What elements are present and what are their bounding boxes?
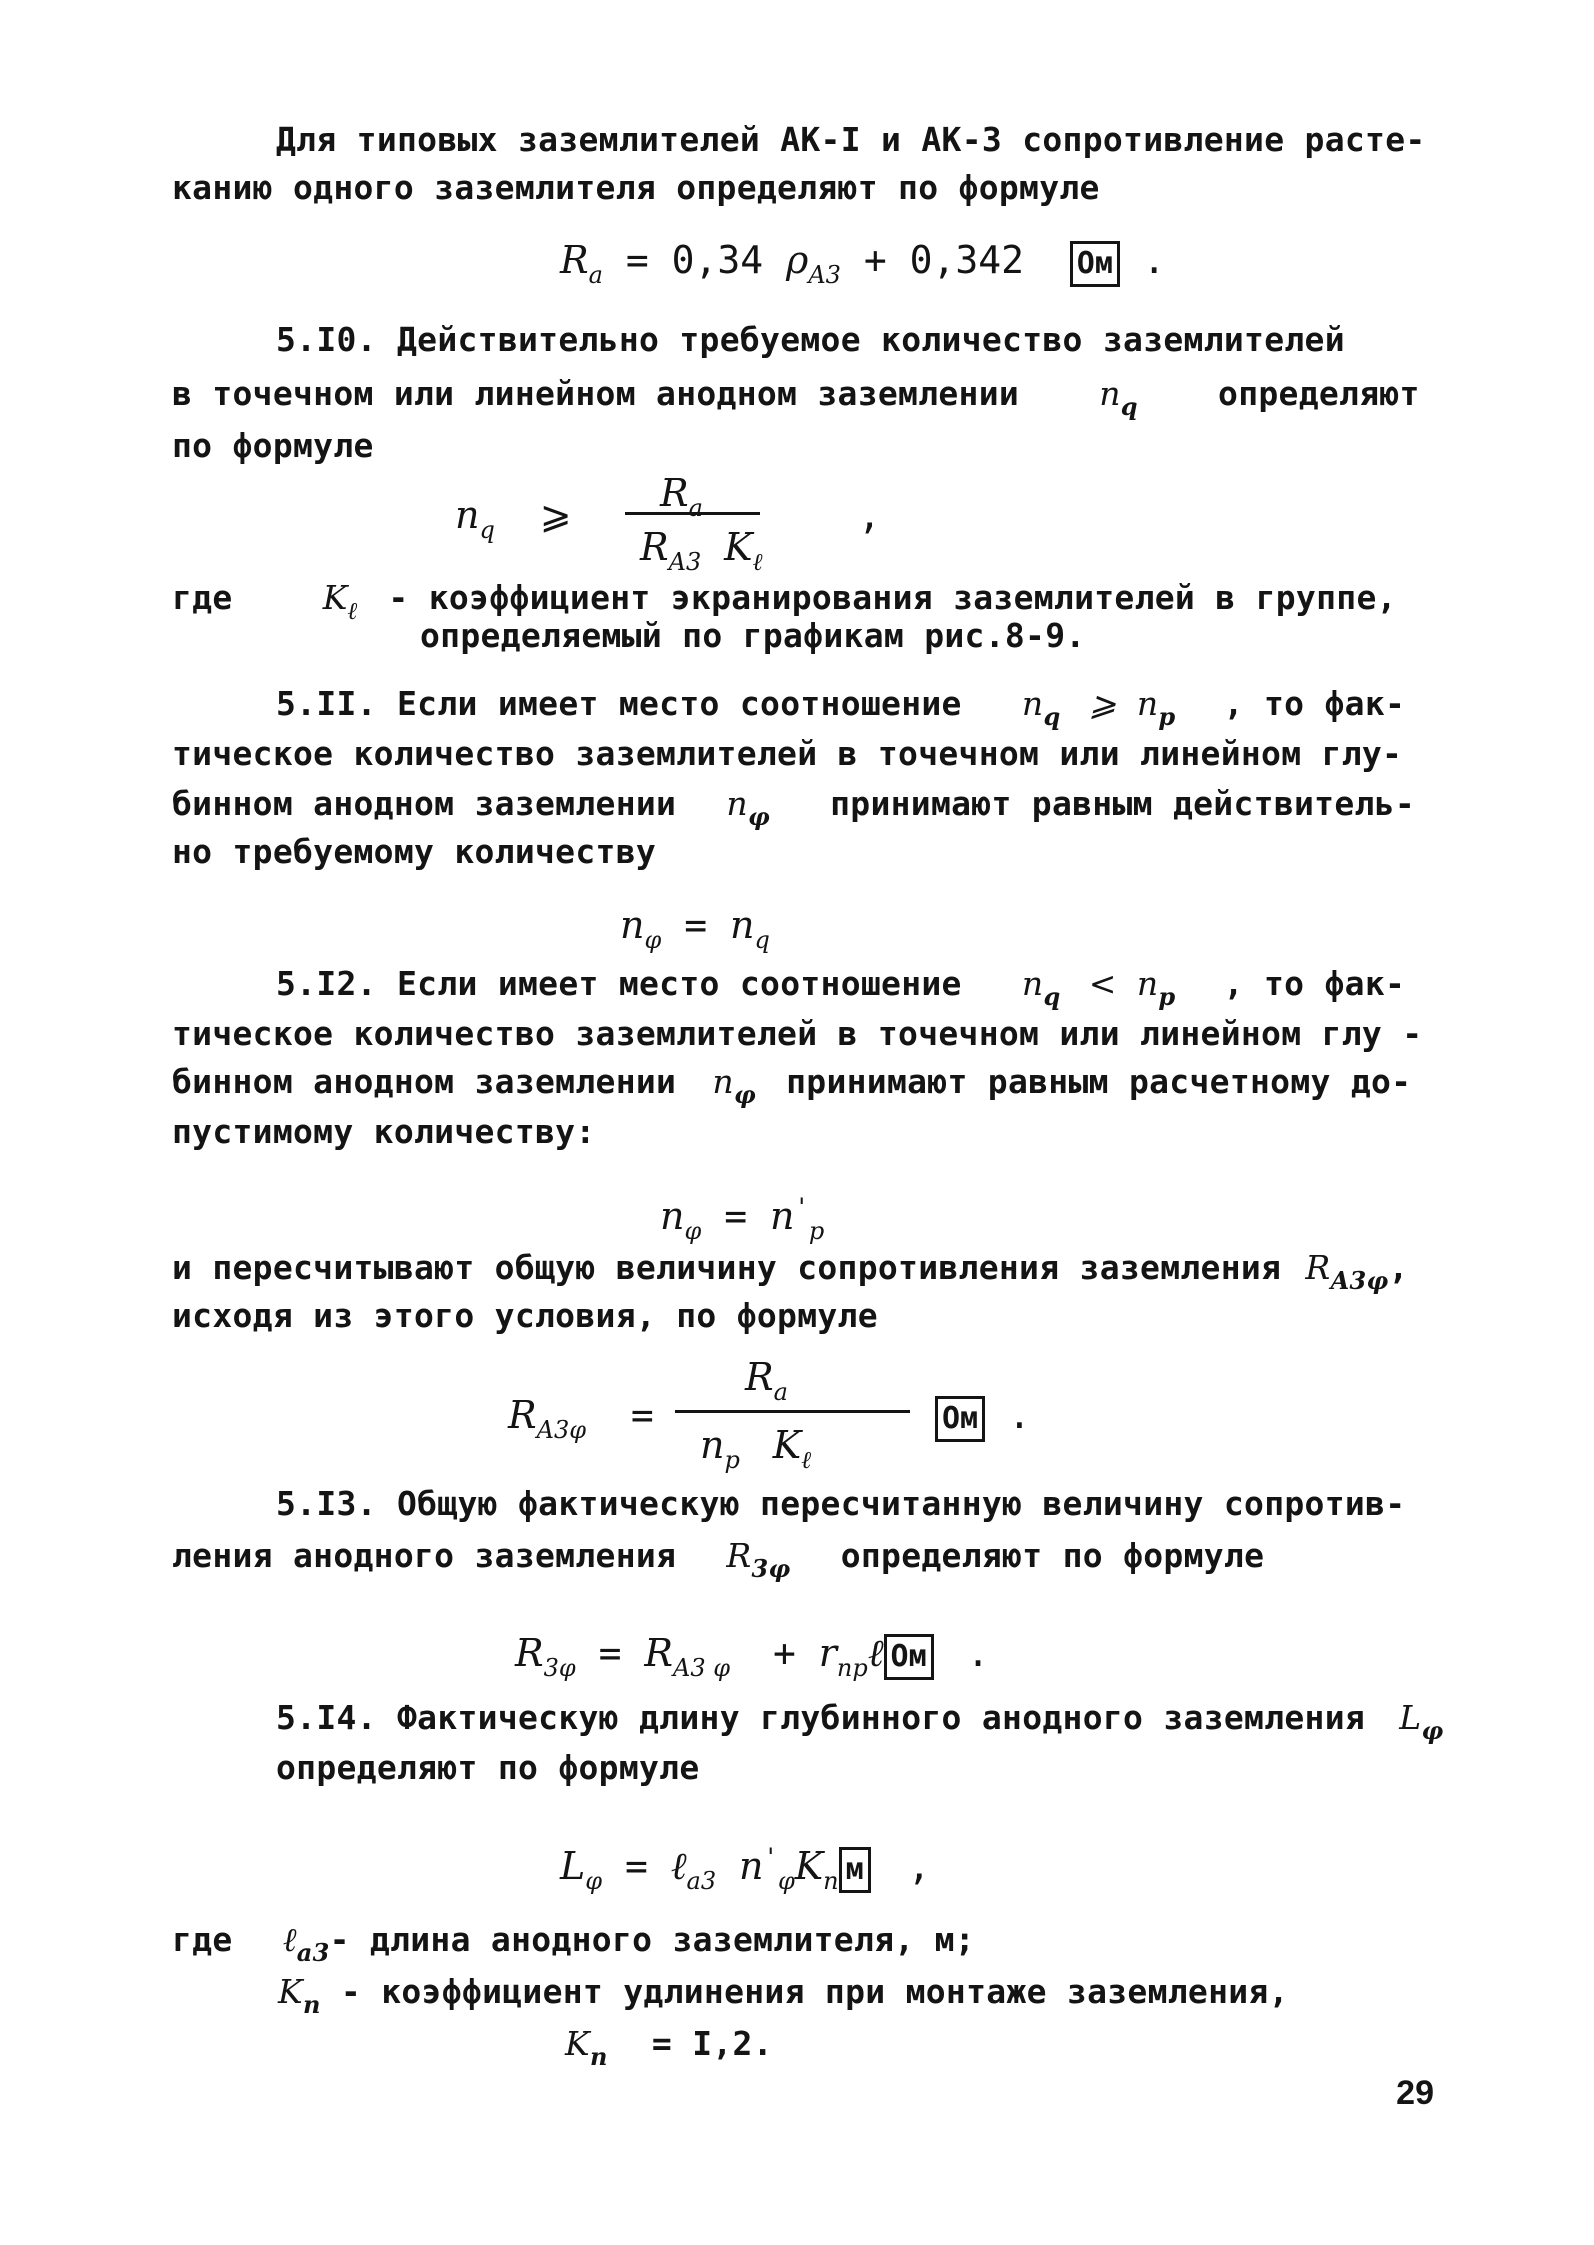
where2-line-3 [565,2022,773,2079]
inline-symbol: R [726,1536,752,1575]
inline-symbol: n [712,1062,734,1101]
inline-relation: ⩾ [1088,684,1117,723]
formula-text: + 0,342 [863,238,1024,282]
formula-prime: ' [794,1193,809,1221]
formula-text: = [598,1631,622,1675]
p510-text: определяют [1218,374,1420,413]
formula-nq-end [858,490,881,540]
formula-subscript: ℓ [752,548,763,576]
formula-text: . [966,1631,990,1675]
page-number: 29 [1396,2074,1434,2112]
formula-symbol: n [769,1194,795,1238]
formula-ra3phi-denominator [700,1420,811,1485]
formula-symbol: R [644,1631,673,1675]
inline-symbol: K [565,2024,590,2063]
formula-subscript: а3 [686,1867,717,1895]
p512-text: 5.I2. Если имеет место соотношение [276,964,962,1003]
where2-line-2 [278,1970,1289,2027]
p512-line-3 [172,1060,1411,1117]
p513-line-1: 5.I3. Общую фактическую пересчитанную величину сопротив- [276,1484,1406,1523]
formula-subscript: φ [585,1867,603,1895]
formula-subscript: a [688,494,703,522]
formula-text: = [630,1393,654,1437]
p513-line-2 [172,1534,1264,1591]
formula-subscript: A3 [668,548,702,576]
formula-text: = 0,34 [625,238,764,282]
formula-symbol: R [560,238,589,282]
p511-text: 5.II. Если имеет место соотношение [276,684,962,723]
p514-line-2: определяют по формуле [276,1748,700,1787]
formula-symbol: n [739,1844,764,1888]
formula-ra3phi-unit [935,1390,1031,1442]
inline-symbol: K [278,1972,303,2011]
p512-text: принимают равным расчетному до- [786,1062,1412,1101]
inline-subscript: q [1120,392,1138,421]
formula-nq-lhs [455,490,572,555]
p512-text: бинном анодном заземлении [172,1062,677,1101]
formula-symbol: n [729,903,755,947]
formula-text: . [1008,1393,1031,1437]
inline-subscript: q [1043,982,1061,1011]
formula-subscript: ℓ [801,1446,812,1474]
formula-subscript: A3 φ [673,1654,731,1682]
formula-ra3phi-lhs [508,1390,654,1455]
p510-line-1: 5.I0. Действительно требуемое количество заземлителей [276,320,1345,359]
inline-symbol: n [1021,684,1044,723]
formula-text: = [724,1194,748,1238]
where-label: где [172,578,233,617]
inline-subscript: ℓ [347,596,359,625]
inline-subscript: q [1043,702,1061,731]
inline-symbol: R [1305,1248,1331,1287]
formula-subscript: a [773,1378,788,1406]
where1-line-2: определяемый по графикам рис.8-9. [420,616,1086,655]
formula-symbol: R [640,525,669,569]
formula-symbol: L [560,1844,586,1888]
formula-subscript: a [588,261,603,289]
formula-subscript: q [479,516,495,544]
unit-bracket: Ом [1070,241,1120,287]
p511-line-4: но требуемому количеству [172,832,657,871]
formula-symbol: n [455,493,480,537]
intro-line-2: канию одного заземлителя определяют по формуле [172,168,1100,207]
formula-subscript: 3φ [543,1654,576,1682]
formula-symbol: n [660,1194,685,1238]
formula-symbol: n [620,903,645,947]
inline-symbol: n [1136,964,1159,1003]
formula-text: . [1142,238,1166,282]
formula-text: , [907,1844,931,1888]
inline-subscript: а3 [296,1938,330,1967]
recalc-line-2: исходя из этого условия, по формуле [172,1296,878,1335]
inline-subscript: φ [747,802,770,831]
formula-symbol: ρ [786,238,809,282]
p511-text: , то фак- [1223,684,1406,723]
formula-subscript: p [724,1446,740,1474]
inline-symbol: ℓ [282,1920,297,1959]
formula-symbol: ℓ [670,1844,687,1888]
formula-subscript: q [754,926,770,954]
formula-symbol: n [700,1423,725,1467]
inline-subscript: p [1158,982,1176,1011]
where2-text: = I,2. [651,2024,773,2063]
p510-line-2 [172,372,1420,429]
p511-text: бинном анодном заземлении [172,784,677,823]
inline-subscript: φ [733,1080,756,1109]
where-label: где [172,1920,233,1959]
inline-subscript: п [589,2042,608,2071]
where2-text: - длина анодного заземлителя, м; [329,1920,975,1959]
p511-line-1 [276,682,1405,739]
formula-text: , [858,493,881,537]
formula-text: + [772,1631,796,1675]
where2-line-1 [172,1918,975,1975]
formula-subscript: пр [836,1654,868,1682]
where2-text: - коэффициент удлинения при монтаже заземления, [340,1972,1289,2011]
inline-symbol: n [726,784,748,823]
inline-subscript: A3φ [1330,1266,1389,1295]
formula-symbol: R [745,1355,774,1399]
formula-symbol: r [818,1631,837,1675]
formula-symbol: R [508,1393,537,1437]
p512-line-1 [276,962,1405,1019]
p514-text: 5.I4. Фактическую длину глубинного анодного заземления [276,1698,1366,1737]
formula-relation: ⩾ [539,493,572,537]
formula-ra [560,235,1166,300]
p510-text: в точечном или линейном анодном заземлении [172,374,1020,413]
formula-subscript: A3 [808,261,841,289]
inline-subscript: p [1158,702,1176,731]
formula-subscript: φ [777,1867,795,1895]
formula-nphi-eq-nq [620,900,770,965]
unit-bracket: Ом [884,1634,934,1680]
formula-subscript: A3φ [536,1416,587,1444]
p511-line-2: тическое количество заземлителей в точечном или линейном глу- [172,734,1403,773]
p514-line-1 [276,1696,1443,1753]
inline-subscript: φ [1421,1716,1444,1745]
p510-line-3: по формуле [172,426,374,465]
p512-line-4: пустимому количеству: [172,1112,596,1151]
formula-symbol: ℓ [867,1631,884,1675]
p513-text: определяют по формуле [840,1536,1265,1575]
formula-text: = [684,903,708,947]
inline-symbol: K [322,578,348,617]
unit-bracket: м [839,1847,871,1893]
formula-symbol: R [515,1631,544,1675]
where1-text: - коэффициент экранирования заземлителей в группе, [388,578,1397,617]
formula-subscript: p [808,1217,825,1245]
recalc-text: , [1388,1248,1409,1287]
formula-r3phi [515,1628,989,1693]
inline-symbol: n [1136,684,1159,723]
p511-text: принимают равным действитель- [830,784,1415,823]
formula-subscript: φ [684,1217,702,1245]
formula-subscript: φ [644,926,662,954]
formula-ra3phi-numerator [745,1352,788,1417]
fraction-bar [675,1410,910,1413]
formula-subscript: п [823,1867,839,1895]
inline-relation: < [1088,964,1117,1003]
formula-nphi-eq-np [660,1182,824,1256]
unit-bracket: Ом [935,1396,985,1442]
intro-line-1: Для типовых заземлителей АК-I и АК-3 сопротивление расте- [276,120,1426,159]
formula-symbol: R [660,471,689,515]
fraction-bar [625,512,760,515]
p512-line-2: тическое количество заземлителей в точечном или линейном глу - [172,1014,1423,1053]
inline-symbol: n [1021,964,1044,1003]
inline-symbol: L [1399,1698,1422,1737]
inline-symbol: n [1099,374,1121,413]
p513-text: ления анодного заземления [172,1536,677,1575]
inline-subscript: 3φ [751,1554,791,1583]
formula-symbol: K [794,1844,824,1888]
formula-symbol: K [724,525,753,569]
inline-subscript: п [302,1990,321,2019]
recalc-text: и пересчитывают общую величину сопротивления заземления [172,1248,1282,1287]
formula-symbol: K [772,1423,802,1467]
formula-lphi [560,1832,930,1906]
formula-prime: ' [763,1843,778,1871]
p512-text: , то фак- [1223,964,1406,1003]
formula-text: = [624,1844,648,1888]
